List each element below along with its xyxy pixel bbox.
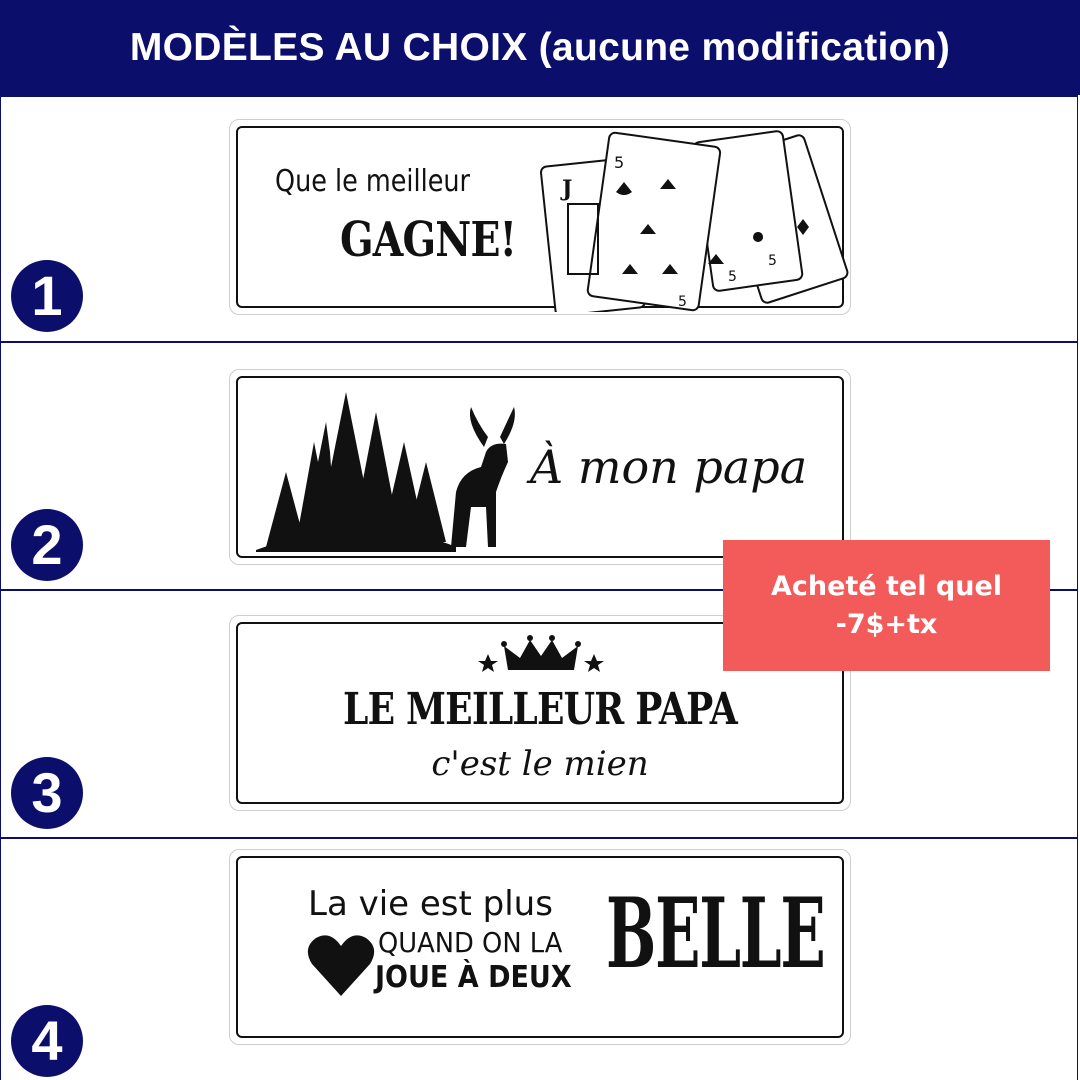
header-banner — [0, 0, 1080, 95]
forest-moose-icon — [256, 382, 516, 554]
badge-line-2: -7$+tx — [835, 608, 938, 640]
plaque-3-line-2: c'est le mien — [431, 744, 649, 784]
svg-text:J: J — [562, 176, 573, 202]
heart-icon — [306, 930, 376, 1000]
page-title: MODÈLES AU CHOIX (aucune modification) — [129, 25, 951, 69]
crown-stars-icon — [476, 632, 606, 678]
svg-text:5: 5 — [678, 294, 687, 310]
plaque-4-line-2: QUAND ON LA — [378, 926, 563, 959]
svg-text:5: 5 — [768, 253, 777, 269]
plaque-4-line-4: BELLE — [606, 877, 825, 990]
plaque-1-line-1: Que le meilleur — [275, 164, 471, 199]
model-row-4[interactable] — [0, 837, 1078, 1080]
plaque-1-line-2: GAGNE! — [340, 212, 517, 268]
plaque-4-line-3: JOUE À DEUX — [375, 960, 572, 995]
model-row-1[interactable] — [0, 95, 1078, 343]
model-number-2: 2 — [11, 509, 83, 581]
badge-line-1: Acheté tel quel — [770, 570, 1003, 602]
plaque-4-line-1: La vie est plus — [308, 884, 553, 924]
svg-text:5: 5 — [728, 269, 737, 285]
model-plaque-4[interactable] — [229, 849, 851, 1045]
svg-text:5: 5 — [614, 153, 625, 172]
playing-cards-icon — [528, 124, 850, 312]
price-badge — [723, 540, 1050, 671]
plaque-3-line-1: LE MEILLEUR PAPA — [343, 684, 737, 735]
model-plaque-1[interactable] — [229, 119, 851, 315]
model-plaque-2[interactable] — [229, 369, 851, 565]
model-number-3: 3 — [11, 757, 83, 829]
plaque-2-line-1: À mon papa — [530, 440, 808, 494]
model-number-1: 1 — [11, 260, 83, 332]
model-number-4: 4 — [11, 1005, 83, 1077]
